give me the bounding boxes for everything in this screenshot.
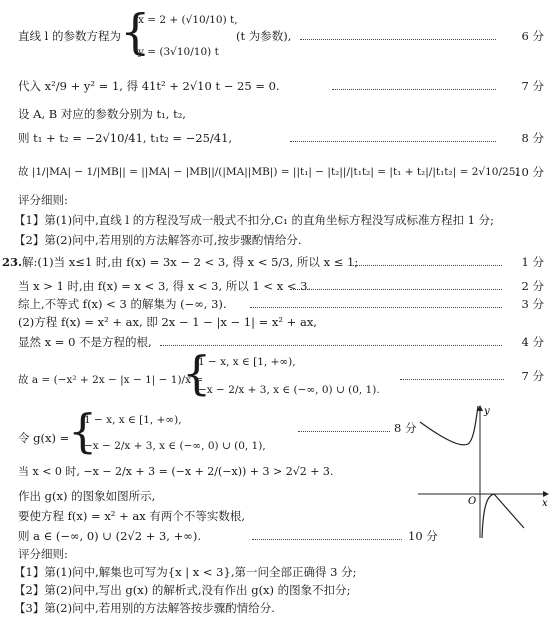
score: 1 分 xyxy=(521,255,544,269)
q23-line5: 显然 x = 0 不是方程的根, 4 分 xyxy=(0,332,554,352)
score7-line xyxy=(0,366,554,386)
param-x: x = 2 + (√10/10) t, xyxy=(138,14,238,26)
param-brace: { xyxy=(120,4,151,60)
substitute-text: 代入 x²/9 + y² = 1, 得 41t² + 2√10 t − 25 = 0. xyxy=(18,79,280,93)
score: 4 分 xyxy=(521,335,544,349)
q23-line4: (2)方程 f(x) = x² + ax, 即 2x − 1 − |x − 1| = x² + ax, xyxy=(18,315,317,329)
score: 8 分 xyxy=(394,421,417,435)
leader-dots xyxy=(290,276,502,290)
q23-line9: 作出 g(x) 的图象如图所示, xyxy=(18,489,156,503)
piece1-line: 1 − x, x ∈ [1, +∞), xyxy=(198,356,296,368)
q23-line11: 则 a ∈ (−∞, 0) ∪ (2√2 + 3, +∞). 10 分 xyxy=(0,526,554,546)
q23-line3: 综上,不等式 f(x) < 3 的解集为 (−∞, 3). 3 分 xyxy=(0,294,554,314)
g-brace: { xyxy=(68,404,98,458)
leader-dots xyxy=(252,526,402,540)
param-prefix: 直线 l 的参数方程为 xyxy=(18,29,121,43)
q23-line1 xyxy=(0,252,554,272)
leader-dots xyxy=(250,294,502,308)
score: 7 分 xyxy=(521,79,544,93)
score: 2 分 xyxy=(521,279,544,293)
piecewise-brace: { xyxy=(182,346,212,400)
question-number: 23. xyxy=(2,255,23,269)
sum-prod-text: 则 t₁ + t₂ = −2√10/41, t₁t₂ = −25/41, xyxy=(18,131,233,145)
set-params-line xyxy=(0,104,554,124)
score: 6 分 xyxy=(521,29,544,43)
g-graph xyxy=(412,400,552,540)
q23-line2: 当 x > 1 时,由 f(x) = x < 3, 得 x < 3, 所以 1 < x < 3. 2 分 xyxy=(0,276,554,296)
score: 10 分 xyxy=(514,165,544,179)
leader-dots xyxy=(350,252,502,266)
leader-dots xyxy=(300,26,496,40)
param-note-line xyxy=(0,26,554,46)
curve-left-branch xyxy=(420,406,478,445)
rubric-title: 评分细则: xyxy=(18,193,68,207)
g2-line: −x − 2/x + 3, x ∈ (−∞, 0) ∪ (0, 1), xyxy=(84,440,266,452)
sum-prod-line xyxy=(0,128,554,148)
g-define-line: 令 g(x) = xyxy=(18,431,70,445)
q23-line10: 要使方程 f(x) = x² + ax 有两个不等实数根, xyxy=(18,509,246,523)
leader-dots xyxy=(290,128,496,142)
rubric-item: 【2】第(2)问中,若用别的方法解答亦可,按步骤酌情给分. xyxy=(14,233,302,247)
score: 7 分 xyxy=(521,369,544,383)
x-axis-label: x xyxy=(542,498,548,509)
rubric-item: 【2】第(2)问中,写出 g(x) 的解析式,没有作出 g(x) 的图象不扣分; xyxy=(14,583,351,597)
leader-dots xyxy=(400,366,504,380)
rubric-item: 【3】第(2)问中,若用别的方法解答按步骤酌情给分. xyxy=(14,601,275,615)
g1-line: 1 − x, x ∈ [1, +∞), xyxy=(84,414,182,426)
rubric-item: 【1】第(1)问中,解集也可写为{x | x < 3},第一问全部正确得 3 分; xyxy=(14,565,357,579)
q23-line8: 当 x < 0 时, −x − 2/x + 3 = (−x + 2/(−x)) + 3 > 2√2 + 3. xyxy=(18,465,334,478)
origin-label: O xyxy=(468,496,477,507)
leader-dots xyxy=(332,76,496,90)
substitute-line xyxy=(0,76,554,96)
leader-dots xyxy=(298,418,390,432)
rubric-item: 【1】第(1)问中,直线 l 的方程没写成一般式不扣分,C₁ 的直角坐标方程没写成标准方程扣 1 分; xyxy=(14,213,494,227)
param-y: y = (3√10/10) t xyxy=(138,46,219,58)
q23-line6: 故 a = (−x² + 2x − |x − 1| − 1)/x = xyxy=(18,374,204,386)
rubric-title: 评分细则: xyxy=(18,547,68,561)
result-line xyxy=(0,162,554,182)
y-axis-label: y xyxy=(484,406,490,417)
score: 8 分 xyxy=(521,131,544,145)
score: 3 分 xyxy=(521,297,544,311)
param-note: (t 为参数), xyxy=(236,29,292,43)
leader-dots xyxy=(160,332,502,346)
result-text: 故 |1/|MA| − 1/|MB|| = ||MA| − |MB||/(|MA||MB|) = ||t₁| − |t₂||/|t₁t₂| = |t₁ + t₂|/|t₁t₂| = 2√10/25. xyxy=(18,166,519,178)
curve-right-line xyxy=(494,494,524,528)
piece2-line: −x − 2/x + 3, x ∈ (−∞, 0) ∪ (0, 1). xyxy=(198,384,380,396)
q23-line1-text: 解:(1)当 x≤1 时,由 f(x) = 3x − 2 < 3, 得 x < 5/3, 所以 x ≤ 1; xyxy=(22,255,359,269)
score: 10 分 xyxy=(408,529,438,543)
set-params-text: 设 A, B 对应的参数分别为 t₁, t₂, xyxy=(18,107,186,121)
curve-middle-branch xyxy=(482,494,494,538)
